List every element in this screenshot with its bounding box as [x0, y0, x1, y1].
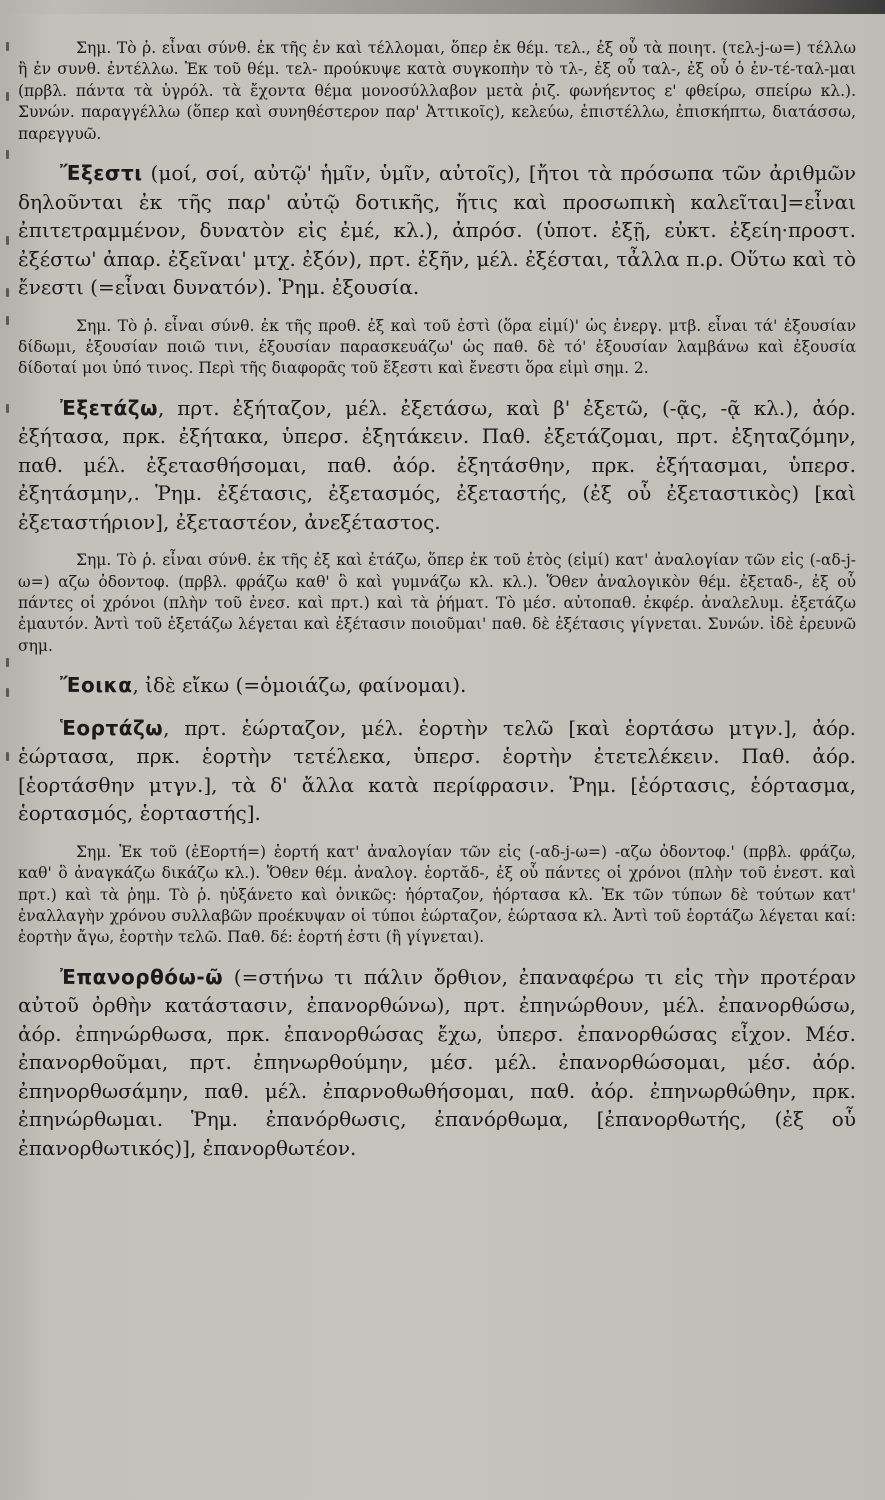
entry-body: , πρτ. ἑώρταζον, μέλ. ἑορτὴν τελῶ [καὶ ἑορτάσω μτγν.], ἀόρ. ἑώρτασα, πρκ. ἑορτὴν τετέλεκα, ὑπερσ. ἑορτὴν ἐτετελέκειν. Παθ. ἀόρ. [ἑορτάσθην μτγν.], τὰ δ' ἄλλα κατὰ περίφρασιν. Ῥημ. [ἑόρτασις, ἑόρτασμα, ἑορτασμός, ἑορταστής].: [18, 715, 856, 826]
entry-epanorthoo: [18, 963, 856, 1163]
note-exesti: Σημ. Τὸ ῥ. εἶναι σύνθ. ἐκ τῆς προθ. ἐξ καὶ τοῦ ἐστὶ (ὅρα εἰμί)' ὡς ἐνεργ. μτβ. εἶναι τά' ἐξουσίαν δίδωμι, ἐξουσίαν ποιῶ τινι, ἐξουσίαν παρασκευάζω' ὡς παθ. δὲ τό' ἐξουσίαν λαμβάνω καὶ ἐξουσία δίδοταί μοι ὑπό τινος. Περὶ τῆς διαφορᾶς τοῦ ἔξεστι καὶ ἔνεστι ὅρα εἰμὶ σημ. 2.: [18, 316, 856, 378]
entry-exesti: [18, 159, 856, 302]
note-telllomai: Σημ. Τὸ ῥ. εἶναι σύνθ. ἐκ τῆς ἐν καὶ τέλλομαι, ὅπερ ἐκ θέμ. τελ., ἐξ οὗ τὰ ποιητ. (τελ-j-ω=) τέλλω ἢ ἐν συνθ. ἐντέλλω. Ἐκ τοῦ θέμ. τελ- προύκυψε κατὰ συγκοπὴν τὸ τλ-, ἐξ οὗ ταλ-, ἐξ οὗ ὁ ἐν-τέ-ταλ-μαι (πρβλ. πάντα τὰ ὑγρόλ. τὰ ἔχοντα θέμα μονοσύλλαβον μετὰ ῥιζ. φωνήεντος ε' φθείρω, σπείρω κλ.). Συνών. παραγγέλλω (ὅπερ καὶ συνηθέστερον παρ' Ἀττικοῖς), κελεύω, ἐπιστέλλω, ἐπισκήπτω, διατάσσω, παρεγγυῶ.: [18, 39, 856, 143]
binding-hole: [6, 288, 9, 297]
headword: Ἐπανορθόω-ῶ: [60, 964, 224, 989]
binding-hole: [6, 658, 9, 667]
headword: Ἔξεστι: [60, 161, 143, 186]
binding-hole: [6, 236, 9, 245]
dictionary-column: [18, 38, 856, 1176]
entry-eoika: [18, 671, 856, 700]
headword: Ἐξετάζω: [60, 395, 158, 420]
binding-hole: [6, 688, 9, 697]
binding-hole: [6, 92, 9, 101]
entry-heortazo: [18, 714, 856, 828]
binding-hole: [6, 42, 9, 51]
headword: Ἔοικα: [60, 673, 133, 698]
entry-exetazo: [18, 394, 856, 537]
scan-shadow: [0, 0, 885, 14]
entry-body: , ἰδὲ εἴκω (=ὁμοιάζω, φαίνομαι).: [132, 673, 467, 698]
entry-body: , πρτ. ἐξήταζον, μέλ. ἐξετάσω, καὶ β' ἐξετῶ, (-ᾷς, -ᾷ κλ.), ἀόρ. ἐξήτασα, πρκ. ἐξήτακα, ὑπερσ. ἐξητάκειν. Παθ. ἐξετάζομαι, πρτ. ἐξηταζόμην, παθ. μέλ. ἐξετασθήσομαι, παθ. ἀόρ. ἐξητάσθην, πρκ. ἐξήτασμαι, ὑπερσ. ἐξητάσμην,. Ῥημ. ἐξέτασις, ἐξετασμός, ἐξεταστής, (ἐξ οὗ ἐξεταστικὸς) [καὶ ἐξεταστήριον], ἐξεταστέον, ἀνεξέταστος.: [18, 395, 856, 534]
binding-hole: [6, 404, 9, 413]
binding-holes: [2, 0, 16, 1500]
entry-body: (μοί, σοί, αὐτῷ' ἡμῖν, ὑμῖν, αὐτοῖς), [ἤτοι τὰ πρόσωπα τῶν ἀριθμῶν δηλοῦνται ἐκ τῆς παρ' αὐτῷ δοτικῆς, ἥτις καὶ προσωπικὴ καλεῖται]=εἶναι ἐπιτετραμμένον, δυνατὸν εἰς ἐμέ, κλ.), ἀπρόσ. (ὑποτ. ἐξῇ, εὐκτ. ἐξείη·προστ. ἐξέστω' ἀπαρ. ἐξεῖναι' μτχ. ἐξόν), πρτ. ἐξῆν, μέλ. ἐξέσται, τἆλλα π.ρ. Οὕτω καὶ τὸ ἔνεστι (=εἶναι δυνατόν). Ῥημ. ἐξουσία.: [18, 161, 856, 300]
entry-body: (=στήνω τι πάλιν ὄρθιον, ἐπαναφέρω τι εἰς τὴν προτέραν αὐτοῦ ὀρθὴν κατάστασιν, ἐπανορθώνω), πρτ. ἐπηνώρθουν, μέλ. ἐπανορθώσω, ἀόρ. ἐπηνώρθωσα, πρκ. ἐπανορθώσας ἔχω, ὑπερσ. ἐπανορθώσας εἶχον. Μέσ. ἐπανορθοῦμαι, πρτ. ἐπηνωρθούμην, μέσ. μέλ. ἐπανορθώσομαι, μέσ. ἀόρ. ἐπηνορθωσάμην, παθ. μέλ. ἐπαρνοθωθήσομαι, παθ. ἀόρ. ἐπηνωρθώθην, πρκ. ἐπηνώρθωμαι. Ῥημ. ἐπανόρθωσις, ἐπανόρθωμα, [ἐπανορθωτής, (ἐξ οὗ ἐπανορθωτικός)], ἐπανορθωτέον.: [18, 964, 856, 1160]
note-exetazo: Σημ. Τὸ ῥ. εἶναι σύνθ. ἐκ τῆς ἐξ καὶ ἐτάζω, ὅπερ ἐκ τοῦ ἐτὸς (εἰμί) κατ' ἀναλογίαν τῶν εἰς (-αδ-j-ω=) αζω ὀδοντοφ. (πρβλ. φράζω καθ' ὃ καὶ γυμνάζω κλ. κλ.). Ὅθεν ἀναλογικὸν θέμ. ἐξεταδ-, ἐξ οὗ πάντες οἱ χρόνοι (πλὴν τοῦ ἐνεσ. καὶ πρτ.) καὶ τὰ ῥήματ. Τὸ μέσ. αὐτοπαθ. ἐκφέρ. ἀναλελυμ. ἐξετάζω ἐμαυτόν. Ἀντὶ τοῦ ἐξετάζω λέγεται καὶ ἐξέτασιν ποιοῦμαι' παθ. δὲ ἐξέτασις γίγνεται. Συνών. ἰδὲ ἐρευνῶ σημ.: [18, 551, 856, 655]
binding-hole: [6, 316, 9, 325]
note-heortazo: Σημ. Ἐκ τοῦ (ἐΕορτή=) ἑορτή κατ' ἀναλογίαν τῶν εἰς (-αδ-j-ω=) -αζω ὀδοντοφ.' (πρβλ. φράζω, καθ' ὃ ἀναγκάζω δικάζω κλ.). Ὅθεν θέμ. ἀναλογ. ἑορτᾰδ-, ἐξ οὗ πάντες οἱ χρόνοι (πλὴν τοῦ ἐνεστ. καὶ πρτ.) καὶ τὰ ῥημ. Τὸ ῥ. ηὐξάνετο καὶ ὀνικῶς: ἡόρταζον, ἡόρτασα κλ. Ἐκ τῶν τύπων δὲ τούτων κατ' ἐναλλαγὴν χρόνου συλλαβῶν προέκυψαν οἱ τύποι ἑώρταζον, ἑώρτασα κλ. Ἀντὶ τοῦ ἑορτάζω λέγεται καί: ἑορτὴν ἄγω, ἑορτὴν τελῶ. Παθ. δέ: ἑορτή ἐστι (ἢ γίγνεται).: [18, 842, 856, 947]
binding-hole: [6, 752, 9, 761]
binding-hole: [6, 150, 9, 159]
headword: Ἑορτάζω: [60, 715, 164, 740]
